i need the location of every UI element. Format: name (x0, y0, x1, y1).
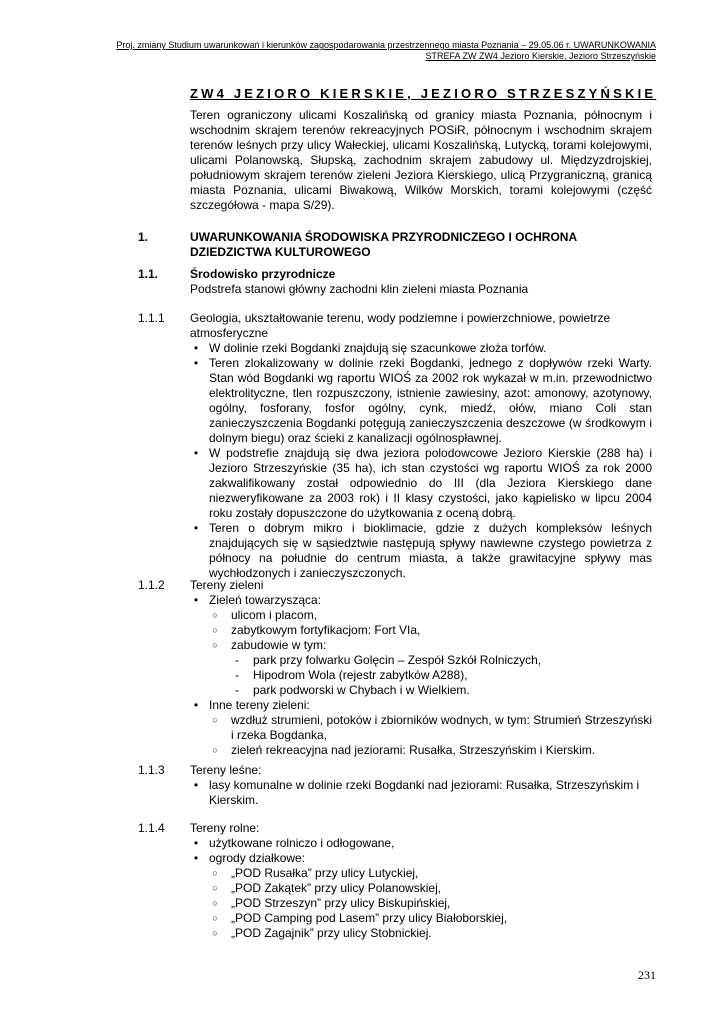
sublist-item-text: „POD Camping pod Lasem” przy ulicy Białoborskiej, (231, 911, 508, 925)
green-areas-list (190, 593, 652, 758)
bullet-disc: • (193, 836, 199, 850)
bullet-disc: • (193, 341, 199, 355)
list-item (190, 836, 652, 851)
bullet-dash: - (235, 683, 239, 697)
sublist-item-text: zieleń rekreacyjna nad jeziorami: Rusałka, Strzeszyńskim i Kierskim. (231, 743, 596, 757)
sublist-item (209, 623, 652, 638)
sublist-item (209, 608, 652, 623)
list-item-text: W podstrefie znajdują się dwa jeziora polodowcowe Jezioro Kierskie (288 ha) i Jezioro Strzeszyńskie (35 ha), ich stan czystości wg raportu WIOŚ za rok 2000 zakwalifikowany został odpowiednio do III (dla Jeziora Kierskiego dane niezweryfikowane za 2003 rok) i II klasy czystości, jako kąpielisko w lipcu 2004 roku zostały dopuszczone do użytkowania z oceną dobrą. (209, 446, 652, 520)
sublist-item (209, 638, 652, 698)
section-1-1-subtitle: Podstrefa stanowi główny zachodni klin zieleni miasta Poznania (190, 282, 529, 296)
list-item-text: W dolinie rzeki Bogdanki znajdują się szacunkowe złoża torfów. (209, 341, 547, 355)
sublist-item-text: zabytkowym fortyfikacjom: Fort VIa, (231, 623, 421, 637)
sublist (209, 713, 652, 758)
bullet-circle: ○ (212, 898, 218, 908)
bullet-circle: ○ (212, 640, 218, 650)
sub-sublist-item-text: park podworski w Chybach i w Wielkiem. (253, 683, 470, 697)
sublist-item-text: „POD Rusałka” przy ulicy Lutyckiej, (231, 866, 419, 880)
list-item (190, 356, 652, 446)
list-item (190, 341, 652, 356)
section-1-1-title: Środowisko przyrodnicze (190, 267, 336, 281)
running-header (116, 40, 656, 62)
running-header-line1: Proj. zmiany Studium uwarunkowań i kierunków zagospodarowania przestrzennego miasta Poznania – 29.05.06 r. UWARUNKOWANIA (116, 40, 656, 50)
bullet-disc: • (193, 446, 199, 460)
bullet-disc: • (193, 698, 199, 712)
page-number: 231 (638, 968, 656, 982)
section-1-1-4-number: 1.1.4 (138, 821, 165, 835)
forest-list (190, 778, 652, 808)
document-title: ZW4 JEZIORO KIERSKIE, JEZIORO STRZESZYŃSKIE (190, 86, 657, 101)
list-item-text: użytkowane rolniczo i odłogowane, (209, 836, 395, 850)
sub-sublist-item-text: park przy folwarku Golęcin – Zespół Szkół Rolniczych, (253, 653, 542, 667)
sublist-item (209, 881, 652, 896)
sublist-item (209, 713, 652, 743)
bullet-disc: • (193, 356, 199, 370)
bullet-circle: ○ (212, 883, 218, 893)
sublist-item (209, 866, 652, 881)
sub-sublist-item (231, 653, 652, 668)
bullet-circle: ○ (212, 715, 218, 725)
intro-paragraph: Teren ograniczony ulicami Koszalińską od granicy miasta Poznania, północnym i wschodnim skrajem terenów rekreacyjnych POSiR, północnym i wschodnim skrajem terenów leśnych przy ulicy Wałeckiej, ulicami Koszalińską, Lutycką, torami kolejowymi, ulicami Polanowską, Słupską, zachodnim skrajem zabudowy ul. Międzyzdrojskiej, południowym skrajem terenów zieleni Jeziora Kierskiego, ulicą Przygraniczną, granicą miasta Poznania, ulicami Biwakową, Wilków Morskich, torami kolejowymi (część szczegółowa - mapa S/29). (190, 108, 652, 212)
bullet-circle: ○ (212, 610, 218, 620)
sub-sublist (231, 653, 652, 698)
sublist-item-text: „POD Strzeszyn” przy ulicy Biskupińskiej, (231, 896, 451, 910)
sub-sublist-item (231, 668, 652, 683)
bullet-circle: ○ (212, 868, 218, 878)
sublist-item-text: ulicom i placom, (231, 608, 318, 622)
geology-list (190, 341, 652, 581)
bullet-disc: • (193, 593, 199, 607)
bullet-disc: • (193, 851, 199, 865)
list-item-text: lasy komunalne w dolinie rzeki Bogdanki nad jeziorami: Rusałka, Strzeszyńskim i Kierskim. (209, 778, 640, 807)
list-item (190, 778, 652, 808)
running-header-line2: STREFA ZW ZW4 Jezioro Kierskie, Jezioro Strzeszyńskie (425, 51, 656, 61)
bullet-circle: ○ (212, 913, 218, 923)
list-item-text: Inne tereny zieleni: (209, 698, 310, 712)
sub-sublist-item (231, 683, 652, 698)
section-1-1-2-title: Tereny zieleni (190, 578, 264, 592)
section-1-1-2-number: 1.1.2 (138, 578, 165, 592)
section-1-1-1-number: 1.1.1 (138, 311, 165, 325)
list-item (190, 593, 652, 698)
section-1-1-number: 1.1. (138, 267, 159, 281)
section-1-title: UWARUNKOWANIA ŚRODOWISKA PRZYRODNICZEGO I OCHRONA DZIEDZICTWA KULTUROWEGO (190, 230, 577, 259)
list-item-text: Zieleń towarzysząca: (209, 593, 322, 607)
list-item (190, 851, 652, 941)
list-item-text: ogrody działkowe: (209, 851, 306, 865)
sublist-item (209, 896, 652, 911)
section-1-1-1-title: Geologia, ukształtowanie terenu, wody podziemne i powierzchniowe, powietrze atmosferyczne (190, 311, 611, 340)
sublist-item (209, 926, 652, 941)
farmland-list (190, 836, 652, 941)
section-1-number: 1. (138, 230, 149, 244)
section-1-1-4-title: Tereny rolne: (190, 821, 260, 835)
bullet-circle: ○ (212, 928, 218, 938)
sublist-item-text: zabudowie w tym: (231, 638, 327, 652)
bullet-dash: - (235, 668, 239, 682)
list-item (190, 698, 652, 758)
sublist-item-text: „POD Zagajnik” przy ulicy Stobnickiej. (231, 926, 432, 940)
sub-sublist-item-text: Hipodrom Wola (rejestr zabytków A288), (253, 668, 468, 682)
bullet-dash: - (235, 653, 239, 667)
gardens-sublist (209, 866, 652, 941)
list-item (190, 521, 652, 581)
section-1-1-3-number: 1.1.3 (138, 763, 165, 777)
bullet-disc: • (193, 778, 199, 792)
sublist-item-text: „POD Zakątek” przy ulicy Polanowskiej, (231, 881, 442, 895)
list-item-text: Teren zlokalizowany w dolinie rzeki Bogdanki, jednego z dopływów rzeki Warty. Stan wód Bogdanki wg raportu WIOŚ za 2002 rok wykazał w m.in. przewodnictwo elektrolityczne, tlen rozpuszczony, istnienie zawiesiny, azot: amonowy, azotynowy, ogólny, fosforany, fosfor ogólny, cynk, miedź, ołów, miano Coli stan zanieczyszczenia Bogdanki potęgują zanieczyszczenia deszczowe (w środkowym i dolnym biegu) oraz ścieki z kanalizacji ogólnospławnej. (209, 356, 652, 445)
sublist-item (209, 911, 652, 926)
bullet-circle: ○ (212, 625, 218, 635)
sublist-item (209, 743, 652, 758)
bullet-circle: ○ (212, 745, 218, 755)
section-1-1-3-title: Tereny leśne: (190, 763, 262, 777)
sublist-item-text: wzdłuż strumieni, potoków i zbiorników wodnych, w tym: Strumień Strzeszyński i rzeka Bogdanka, (231, 713, 652, 742)
bullet-disc: • (193, 521, 199, 535)
sublist (209, 608, 652, 698)
list-item (190, 446, 652, 521)
list-item-text: Teren o dobrym mikro i bioklimacie, gdzie z dużych kompleksów leśnych znajdujących się w sąsiedztwie następują spływy nawiewne czystego powietrza z północy na południe do centrum miasta, a także grawitacyjne spływy mas wychłodzonych i zanieczyszczonych. (209, 521, 652, 580)
